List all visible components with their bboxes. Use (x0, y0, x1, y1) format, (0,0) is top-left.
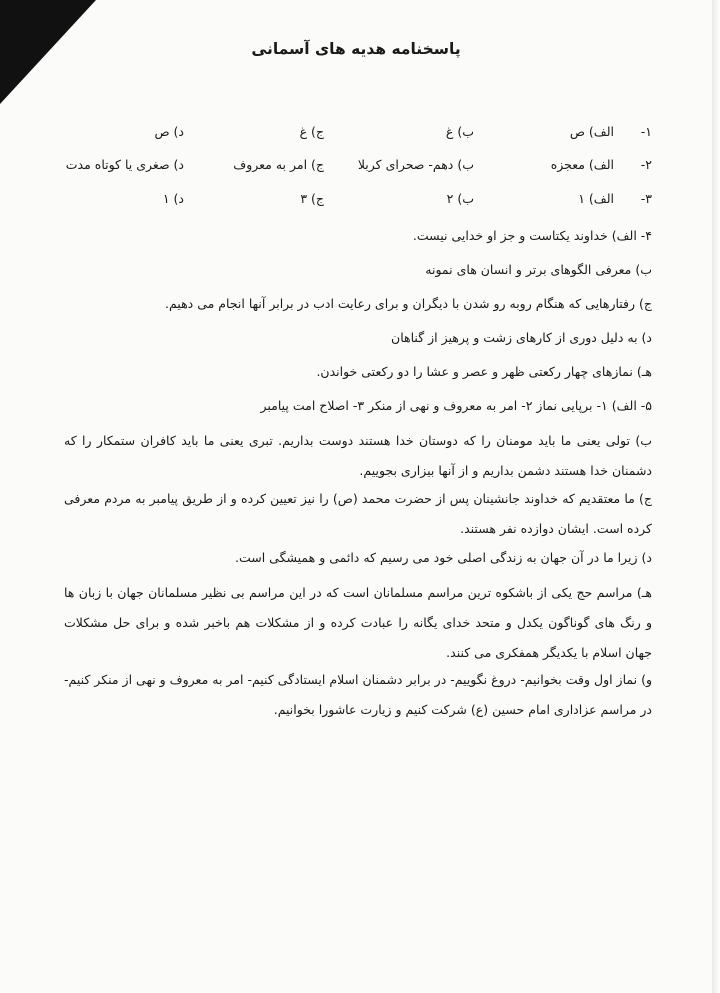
answer-option-a: الف) معجزه (550, 157, 614, 172)
q5-answer-f: و) نماز اول وقت بخوانیم- دروغ نگوییم- در برابر دشمنان اسلام ایستادگی کنیم- امر به معروف و نهی از منکر کنیم- در مراسم عزاداری امام حسین (ع) شرکت کنیم و زیارت عاشورا بخوانیم. (64, 672, 652, 717)
answer-option-c: ج) غ (299, 124, 324, 139)
answer-option-b: ب) غ (445, 124, 474, 139)
answer-row-1 (72, 124, 652, 142)
answer-option-d: د) ۱ (162, 191, 184, 206)
q5-answer-a: ۵- الف) ۱- برپایی نماز ۲- امر به معروف و نهی از منکر ۳- اصلاح امت پیامبر (260, 398, 652, 413)
q5-answer-d: د) زیرا ما در آن جهان به زندگی اصلی خود می رسیم که دائمی و همیشگی است. (235, 550, 652, 565)
q4-answer-c: ج) رفتارهایی که هنگام روبه رو شدن با دیگران و برای رعایت ادب در برابر آنها انجام می دهیم. (165, 296, 652, 311)
answer-row-2 (65, 157, 652, 175)
answer-option-d: د) ص (154, 124, 184, 139)
answer-option-a: الف) ص (569, 124, 614, 139)
answer-number: ۲- (640, 157, 652, 172)
scan-edge (712, 0, 720, 993)
q4-answer-a: ۴- الف) خداوند یکتاست و جز او خدایی نیست. (412, 228, 652, 243)
answer-option-c: ج) ۳ (300, 191, 324, 206)
answer-row-3 (72, 191, 652, 209)
q4-answer-d: د) به دلیل دوری از کارهای زشت و پرهیز از گناهان (391, 330, 652, 345)
answer-option-b: ب) ۲ (446, 191, 474, 206)
answer-number: ۳- (640, 191, 652, 206)
answer-option-a: الف) ۱ (578, 191, 614, 206)
answer-option-c: ج) امر به معروف (233, 157, 324, 172)
answer-option-b: ب) دهم- صحرای کربلا (357, 157, 474, 172)
q4-answer-b: ب) معرفی الگوهای برتر و انسان های نمونه (425, 262, 652, 277)
q5-answer-b: ب) تولی یعنی ما باید مومنان را که دوستان خدا هستند دوست بداریم. تبری یعنی ما باید کافران ستمکار را که دشمنان خدا هستند دشمن بداریم و از آنها بیزاری بجوییم. (64, 433, 652, 478)
q5-answer-e: هـ) مراسم حج یکی از باشکوه ترین مراسم مسلمانان است که در این مراسم بی نظیر مسلمانان جهان با زبان ها و رنگ های گوناگون یکدل و متحد خدای یگانه را عبادت کرده و از مشکلات هم باخبر شده و برای حل مشکلات جهان اسلام با یکدیگر همفکری می کنند. (64, 585, 652, 660)
q5-answer-c: ج) ما معتقدیم که خداوند جانشینان پس از حضرت محمد (ص) را نیز تعیین کرده و از طریق پیامبر به مردم معرفی کرده است. ایشان دوازده نفر هستند. (64, 491, 652, 536)
answer-number: ۱- (640, 124, 652, 139)
answer-option-d: د) صغری یا کوتاه مدت (65, 157, 184, 172)
page-title: پاسخنامه هدیه های آسمانی (251, 40, 461, 58)
q4-answer-e: هـ) نمازهای چهار رکعتی ظهر و عصر و عشا را دو رکعتی خواندن. (316, 364, 652, 379)
